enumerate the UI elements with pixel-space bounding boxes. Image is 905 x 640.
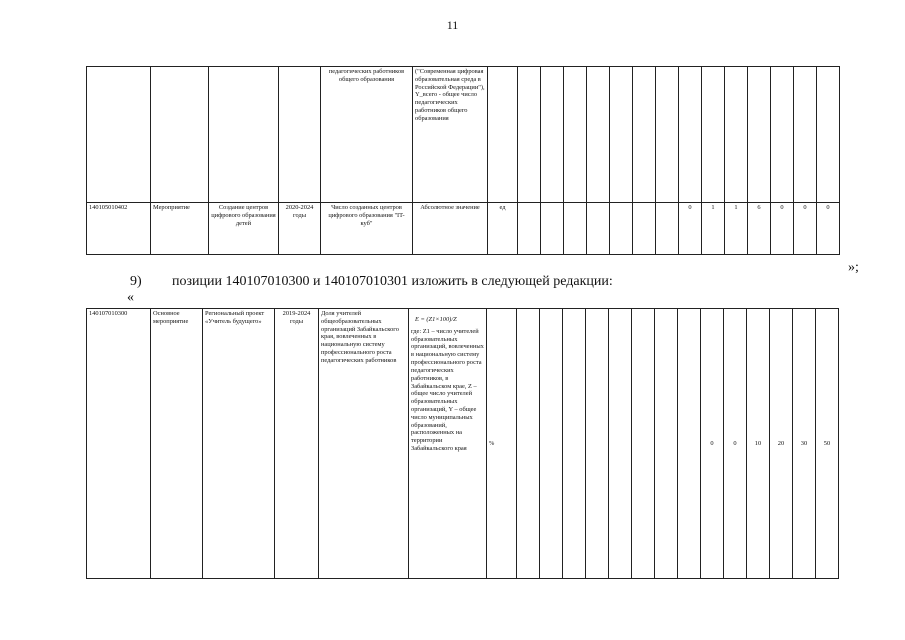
table-row — [87, 309, 839, 579]
cell-value: 1 — [725, 203, 748, 255]
cell-period: 2020-2024 годы — [279, 203, 321, 255]
instruction-number: 9) — [130, 274, 142, 289]
opening-quote: « — [127, 290, 134, 305]
cell-value: 0 — [771, 203, 794, 255]
cell-value: 0 — [701, 309, 724, 579]
cell-code: 140107010300 — [87, 309, 151, 579]
cell-indicator: Доля учителей общеобразовательных организаций Забайкальского края, вовлеченных в национальную систему профессионального роста педагогических работников — [319, 309, 409, 579]
closing-quote: »; — [848, 260, 859, 275]
cell-indicator-continued: педагогических работников общего образования — [321, 67, 413, 203]
cell-method: Абсолютное значение — [413, 203, 488, 255]
formula: E = (Z1×100)/Z — [415, 316, 457, 323]
cell-name: Региональный проект «Учитель будущего» — [203, 309, 275, 579]
cell-period: 2019-2024 годы — [275, 309, 319, 579]
page-number: 11 — [446, 18, 459, 32]
cell-value: 0 — [794, 203, 817, 255]
cell-value: 20 — [770, 309, 793, 579]
cell-type: Основное мероприятие — [151, 309, 203, 579]
table-row — [87, 203, 840, 255]
cell-method-continued: ("Современная цифровая образовательная среда в Российской Федерации"), Y_всего - общее число педагогических работников общего образования — [413, 67, 488, 203]
cell-value: 50 — [816, 309, 839, 579]
cell-value: 1 — [702, 203, 725, 255]
table-row — [87, 67, 840, 203]
cell-value: 6 — [748, 203, 771, 255]
table-new-redaction — [86, 308, 839, 579]
cell-value: 0 — [817, 203, 840, 255]
cell-value: 0 — [724, 309, 747, 579]
cell-name: Создание центров цифрового образования детей — [209, 203, 279, 255]
cell-value: 10 — [747, 309, 770, 579]
table-continuation — [86, 66, 840, 255]
instruction-text: позиции 140107010300 и 140107010301 изложить в следующей редакции: — [172, 274, 613, 289]
cell-value: 30 — [793, 309, 816, 579]
cell-code: 140105010402 — [87, 203, 151, 255]
cell-indicator: Число созданных центров цифрового образования "IT-куб" — [321, 203, 413, 255]
cell-unit: ед — [488, 203, 518, 255]
cell-value: 0 — [679, 203, 702, 255]
cell-unit: % — [487, 309, 517, 579]
cell-type: Мероприятие — [151, 203, 209, 255]
cell-method — [409, 309, 487, 579]
method-description: где: Z1 – число учителей образовательных организаций, вовлеченных в национальную систему профессионального роста педагогических работников, в Забайкальском крае, Z – общее число учителей образовательных организаций, Y – общее число муниципальных образований, расположенных на территории Забайкальского края — [411, 327, 484, 452]
